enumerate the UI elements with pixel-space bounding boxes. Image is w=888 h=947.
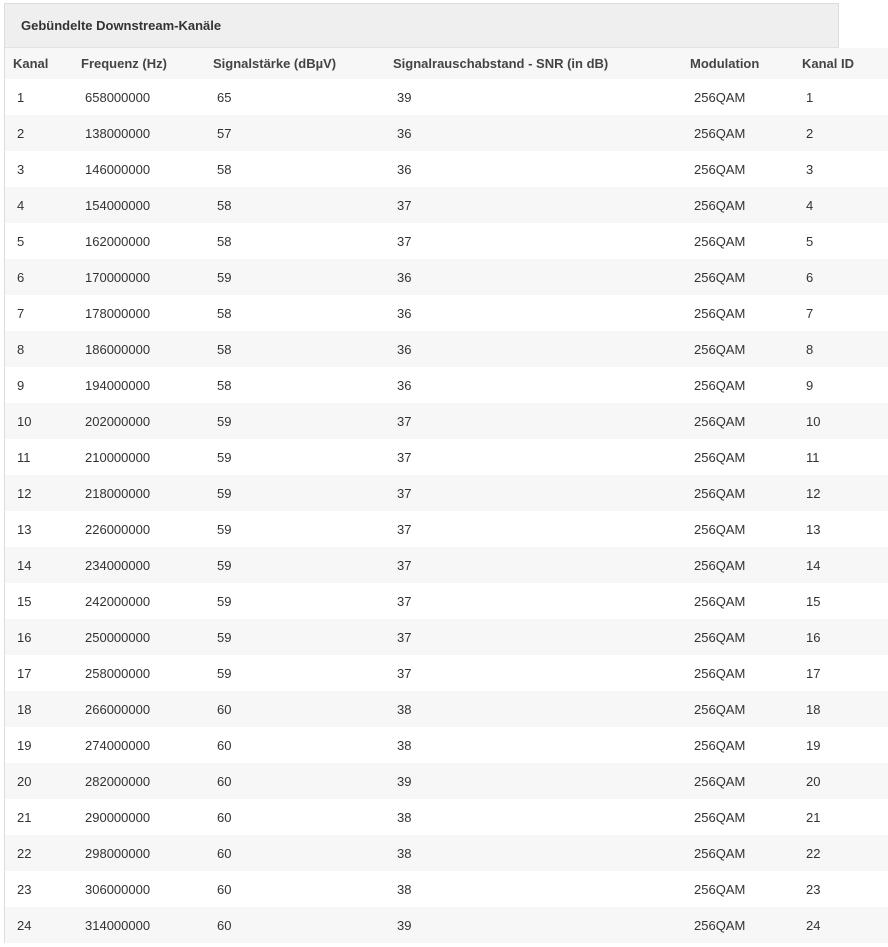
cell-frequenz: 194000000 [85,377,151,393]
cell-signalstaerke: 60 [217,701,232,717]
cell-kanal-id: 8 [806,341,814,357]
cell-kanal-id: 11 [806,449,820,465]
cell-kanal-id: 1 [806,89,814,105]
cell-signalstaerke: 58 [217,305,232,321]
column-header-snr: Signalrauschabstand - SNR (in dB) [393,56,609,71]
cell-signalstaerke: 58 [217,197,232,213]
cell-snr: 38 [397,809,412,825]
table-row [5,187,888,223]
cell-signalstaerke: 59 [217,485,232,501]
cell-modulation: 256QAM [694,89,746,105]
column-header-kanal: Kanal [13,56,49,71]
cell-kanal-id: 4 [806,197,814,213]
cell-kanal: 12 [17,485,32,501]
cell-snr: 37 [397,233,412,249]
cell-kanal: 4 [17,197,25,213]
cell-modulation: 256QAM [694,701,746,717]
cell-modulation: 256QAM [694,845,746,861]
cell-kanal: 6 [17,269,25,285]
table-row [5,691,888,727]
cell-frequenz: 226000000 [85,521,151,537]
panel-title: Gebündelte Downstream-Kanäle [5,4,838,48]
table-row [5,907,888,943]
cell-kanal-id: 16 [806,629,821,645]
cell-kanal: 15 [17,593,32,609]
cell-snr: 36 [397,269,412,285]
cell-snr: 38 [397,845,412,861]
cell-signalstaerke: 59 [217,521,232,537]
cell-snr: 38 [397,737,412,753]
cell-modulation: 256QAM [694,809,746,825]
table-row [5,403,888,439]
cell-kanal: 23 [17,881,32,897]
cell-frequenz: 202000000 [85,413,151,429]
cell-snr: 39 [397,773,412,789]
cell-frequenz: 218000000 [85,485,151,501]
cell-modulation: 256QAM [694,773,746,789]
cell-kanal-id: 14 [806,557,821,573]
cell-signalstaerke: 57 [217,125,232,141]
cell-signalstaerke: 59 [217,557,232,573]
cell-kanal: 10 [17,413,32,429]
cell-modulation: 256QAM [694,269,746,285]
table-row [5,835,888,871]
cell-modulation: 256QAM [694,125,746,141]
cell-frequenz: 314000000 [85,917,151,933]
cell-kanal: 5 [17,233,25,249]
cell-signalstaerke: 59 [217,629,232,645]
table-row [5,79,888,115]
cell-kanal: 8 [17,341,25,357]
cell-kanal-id: 9 [806,377,814,393]
cell-modulation: 256QAM [694,629,746,645]
cell-snr: 36 [397,341,412,357]
cell-modulation: 256QAM [694,341,746,357]
cell-frequenz: 306000000 [85,881,151,897]
table-row [5,727,888,763]
table-row [5,295,888,331]
column-header-signalstaerke: Signalstärke (dBµV) [213,56,337,71]
table-row [5,331,888,367]
cell-snr: 37 [397,521,412,537]
cell-modulation: 256QAM [694,485,746,501]
downstream-channels-panel [4,3,855,943]
cell-kanal-id: 23 [806,881,821,897]
cell-modulation: 256QAM [694,665,746,681]
table-row [5,475,888,511]
cell-kanal: 11 [17,449,31,465]
cell-signalstaerke: 59 [217,269,232,285]
column-header-kanal-id: Kanal ID [802,56,855,71]
cell-signalstaerke: 60 [217,917,232,933]
cell-frequenz: 266000000 [85,701,151,717]
cell-kanal-id: 15 [806,593,821,609]
cell-frequenz: 258000000 [85,665,151,681]
cell-snr: 37 [397,629,412,645]
cell-kanal: 13 [17,521,32,537]
cell-snr: 37 [397,485,412,501]
table-row [5,763,888,799]
cell-modulation: 256QAM [694,449,746,465]
cell-frequenz: 242000000 [85,593,151,609]
cell-kanal-id: 19 [806,737,821,753]
table-row [5,583,888,619]
cell-modulation: 256QAM [694,197,746,213]
cell-kanal: 3 [17,161,25,177]
cell-frequenz: 250000000 [85,629,151,645]
cell-signalstaerke: 58 [217,341,232,357]
cell-modulation: 256QAM [694,557,746,573]
cell-frequenz: 274000000 [85,737,151,753]
cell-modulation: 256QAM [694,377,746,393]
cell-kanal: 9 [17,377,25,393]
cell-signalstaerke: 59 [217,593,232,609]
cell-kanal: 21 [17,809,32,825]
cell-frequenz: 210000000 [85,449,151,465]
cell-kanal: 14 [17,557,32,573]
cell-signalstaerke: 60 [217,881,232,897]
cell-kanal-id: 24 [806,917,821,933]
cell-snr: 38 [397,701,412,717]
cell-frequenz: 162000000 [85,233,151,249]
cell-snr: 36 [397,161,412,177]
column-header-frequenz: Frequenz (Hz) [81,56,167,71]
cell-kanal: 24 [17,917,32,933]
cell-snr: 39 [397,89,412,105]
cell-frequenz: 658000000 [85,89,151,105]
cell-kanal-id: 20 [806,773,821,789]
table-header [5,48,888,79]
cell-snr: 37 [397,557,412,573]
table-row [5,871,888,907]
cell-snr: 38 [397,881,412,897]
cell-frequenz: 234000000 [85,557,151,573]
cell-signalstaerke: 58 [217,233,232,249]
cell-signalstaerke: 60 [217,809,232,825]
cell-kanal: 20 [17,773,32,789]
cell-snr: 37 [397,449,412,465]
cell-kanal-id: 6 [806,269,814,285]
cell-snr: 37 [397,197,412,213]
cell-snr: 36 [397,305,412,321]
cell-signalstaerke: 60 [217,845,232,861]
cell-signalstaerke: 65 [217,89,232,105]
cell-frequenz: 178000000 [85,305,151,321]
cell-modulation: 256QAM [694,305,746,321]
table-row [5,511,888,547]
cell-kanal-id: 3 [806,161,814,177]
table-row [5,655,888,691]
table-row [5,151,888,187]
cell-kanal-id: 7 [806,305,814,321]
cell-signalstaerke: 59 [217,413,232,429]
cell-kanal-id: 17 [806,665,821,681]
cell-kanal-id: 12 [806,485,821,501]
cell-kanal: 19 [17,737,32,753]
cell-kanal-id: 22 [806,845,821,861]
table-row [5,259,888,295]
cell-signalstaerke: 60 [217,737,232,753]
cell-frequenz: 170000000 [85,269,151,285]
table-body [5,79,888,943]
table-row [5,439,888,475]
table-row [5,115,888,151]
cell-snr: 37 [397,665,412,681]
cell-modulation: 256QAM [694,917,746,933]
table-row [5,223,888,259]
cell-signalstaerke: 60 [217,773,232,789]
cell-snr: 36 [397,377,412,393]
cell-signalstaerke: 58 [217,377,232,393]
cell-kanal: 1 [17,89,25,105]
cell-kanal: 18 [17,701,32,717]
downstream-channels-table [5,48,888,943]
cell-kanal-id: 10 [806,413,821,429]
cell-frequenz: 146000000 [85,161,151,177]
cell-modulation: 256QAM [694,413,746,429]
table-row [5,619,888,655]
cell-signalstaerke: 59 [217,665,232,681]
cell-modulation: 256QAM [694,593,746,609]
cell-snr: 39 [397,917,412,933]
cell-kanal: 2 [17,125,25,141]
cell-kanal-id: 2 [806,125,814,141]
cell-kanal: 16 [17,629,32,645]
header-row [5,48,888,79]
table-row [5,799,888,835]
cell-signalstaerke: 59 [217,449,232,465]
cell-frequenz: 282000000 [85,773,151,789]
cell-kanal: 7 [17,305,25,321]
cell-modulation: 256QAM [694,161,746,177]
cell-kanal: 17 [17,665,32,681]
cell-modulation: 256QAM [694,737,746,753]
table-row [5,367,888,403]
column-header-modulation: Modulation [690,56,760,71]
cell-kanal: 22 [17,845,32,861]
cell-modulation: 256QAM [694,881,746,897]
cell-frequenz: 298000000 [85,845,151,861]
cell-modulation: 256QAM [694,521,746,537]
cell-frequenz: 290000000 [85,809,151,825]
cell-frequenz: 154000000 [85,197,151,213]
cell-frequenz: 186000000 [85,341,151,357]
cell-kanal-id: 13 [806,521,821,537]
cell-snr: 36 [397,125,412,141]
cell-snr: 37 [397,593,412,609]
cell-kanal-id: 5 [806,233,814,249]
table-row [5,547,888,583]
cell-kanal-id: 21 [806,809,821,825]
cell-kanal-id: 18 [806,701,821,717]
cell-signalstaerke: 58 [217,161,232,177]
cell-modulation: 256QAM [694,233,746,249]
cell-frequenz: 138000000 [85,125,151,141]
cell-snr: 37 [397,413,412,429]
